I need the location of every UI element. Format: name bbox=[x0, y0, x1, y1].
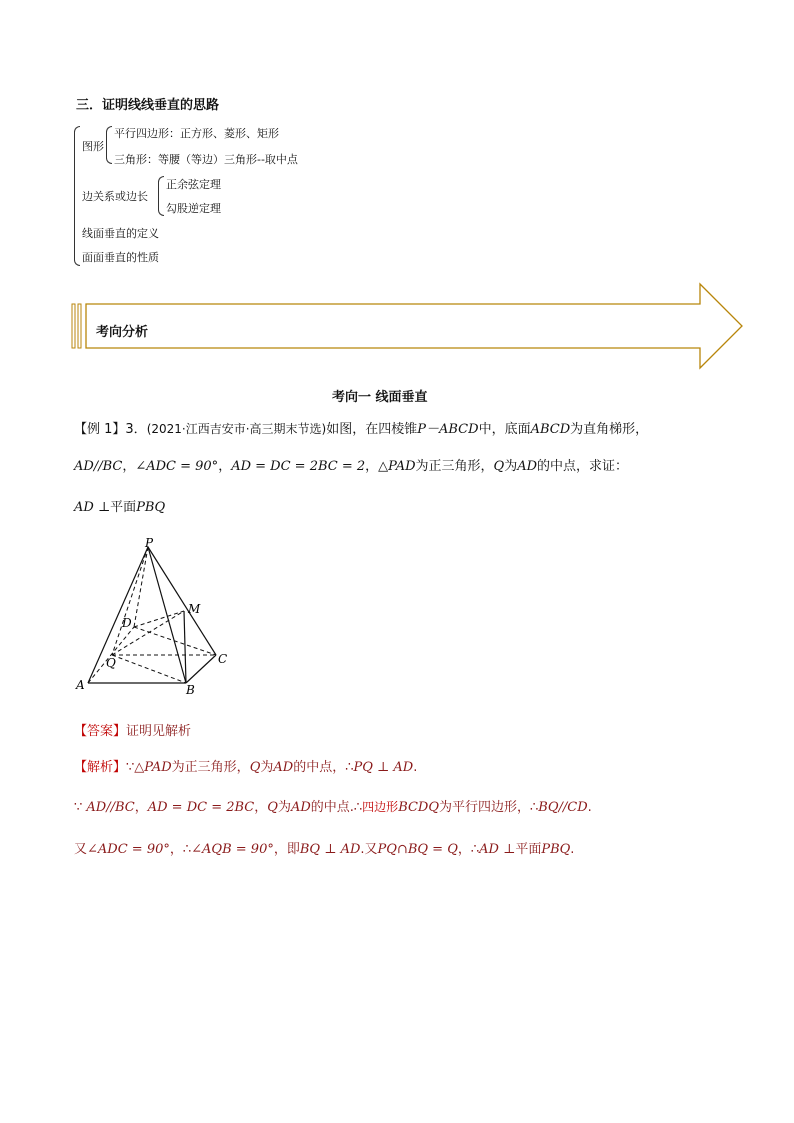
a1g: 的中点，∴ bbox=[293, 760, 354, 775]
edge-PC bbox=[148, 547, 216, 655]
a3k: 平面 bbox=[515, 842, 542, 857]
label-P: P bbox=[145, 536, 154, 550]
section-title: 三．证明线线垂直的思路 bbox=[76, 98, 220, 113]
a1h: PQ ⊥ AD bbox=[353, 760, 414, 775]
label-Q: Q bbox=[106, 656, 116, 670]
edge-DM bbox=[134, 611, 184, 627]
cond-triangle: △PAD bbox=[378, 459, 416, 474]
banner-label: 考向分析 bbox=[96, 325, 149, 340]
a2g: 为 bbox=[277, 800, 291, 815]
a2d: AD = DC = 2BC bbox=[147, 800, 255, 815]
a2h: AD bbox=[290, 800, 311, 815]
cond-q-text: 为 bbox=[504, 459, 518, 474]
a2j: 四边形 bbox=[362, 800, 399, 814]
banner-arrow bbox=[68, 280, 748, 372]
cond-end: 的中点，求证： bbox=[537, 459, 629, 474]
a2c: ， bbox=[134, 800, 148, 815]
label-M: M bbox=[188, 602, 201, 616]
label-D: D bbox=[122, 616, 132, 630]
tree-plane-plane-prop: 面面垂直的性质 bbox=[82, 251, 159, 264]
edge-PD bbox=[134, 547, 148, 627]
edge-PQ bbox=[112, 547, 148, 655]
tree-shape-label: 图形 bbox=[82, 140, 104, 153]
shape-brace bbox=[106, 126, 112, 164]
cond-q: Q bbox=[493, 459, 505, 474]
answer-line bbox=[74, 720, 191, 739]
a2m: BQ//CD bbox=[538, 800, 588, 815]
tree-cosine: 正余弦定理 bbox=[166, 178, 221, 191]
a2i: 的中点.∴ bbox=[310, 800, 363, 815]
outer-brace bbox=[74, 126, 80, 266]
a1a: ∵△ bbox=[126, 760, 145, 775]
a3m: . bbox=[570, 842, 575, 857]
example-number: 3． bbox=[125, 422, 147, 437]
a1f: AD bbox=[273, 760, 294, 775]
analysis-tag: 【解析】 bbox=[74, 760, 127, 775]
cond-triangle-text: 为正三角形， bbox=[415, 459, 494, 474]
edge-QB bbox=[112, 655, 186, 683]
a2f: Q bbox=[267, 800, 278, 815]
edge-MB bbox=[184, 611, 186, 683]
cond-parallel: AD//BC bbox=[74, 459, 123, 474]
a3e: ，即 bbox=[273, 842, 300, 857]
a2e: ， bbox=[254, 800, 268, 815]
a2a: ∵ bbox=[74, 800, 87, 815]
edge-PA bbox=[88, 547, 148, 683]
example-tag: 【例 1】 bbox=[74, 422, 126, 437]
a2b: AD//BC bbox=[86, 800, 135, 815]
a3i: ，∴ bbox=[457, 842, 480, 857]
analysis-line-3 bbox=[74, 838, 574, 857]
goal-pbq: PBQ bbox=[136, 500, 166, 515]
a3f: BQ ⊥ AD bbox=[299, 842, 361, 857]
label-C: C bbox=[218, 652, 228, 666]
goal-plane: 平面 bbox=[110, 500, 137, 515]
a3b: ∠ADC = 90° bbox=[87, 842, 170, 857]
edge-PB bbox=[148, 547, 186, 683]
example-pyramid: P－ABCD bbox=[417, 422, 479, 437]
a2n: . bbox=[587, 800, 592, 815]
example-goal bbox=[74, 496, 165, 515]
label-A: A bbox=[76, 678, 85, 692]
cond-lengths: AD = DC = 2BC = 2 bbox=[231, 459, 366, 474]
a1b: PAD bbox=[144, 760, 172, 775]
a3h: PQ∩BQ = Q bbox=[377, 842, 458, 857]
example-end1: 为直角梯形， bbox=[570, 422, 649, 437]
edge-BC bbox=[186, 655, 216, 683]
a3d: ∠AQB = 90° bbox=[191, 842, 274, 857]
a1c: 为正三角形， bbox=[171, 760, 250, 775]
analysis-line-2 bbox=[74, 796, 592, 815]
example-mid: 中，底面 bbox=[478, 422, 531, 437]
a1d: Q bbox=[249, 760, 261, 775]
a1i: . bbox=[413, 760, 418, 775]
a3c: ，∴ bbox=[169, 842, 192, 857]
example-source: (2021·江西吉安市·高三期末节选) bbox=[146, 422, 327, 436]
label-B: B bbox=[186, 683, 195, 695]
side-brace bbox=[158, 176, 164, 216]
a2l: 为平行四边形，∴ bbox=[439, 800, 539, 815]
tree-line-plane-def: 线面垂直的定义 bbox=[82, 227, 159, 240]
example-line-1 bbox=[74, 418, 648, 437]
tree-triangle: 三角形：等腰（等边）三角形--取中点 bbox=[114, 153, 298, 166]
a2k: BCDQ bbox=[398, 800, 440, 815]
answer-tag: 【答案】 bbox=[74, 724, 127, 739]
cond-angle: ∠ADC = 90° bbox=[135, 459, 219, 474]
sep2: ， bbox=[218, 459, 232, 474]
edge-DC bbox=[134, 627, 216, 655]
pyramid-figure bbox=[70, 535, 240, 695]
tree-side-label: 边关系或边长 bbox=[82, 190, 148, 203]
goal-ad: AD ⊥ bbox=[74, 500, 111, 515]
tree-parallelogram: 平行四边形：正方形、菱形、矩形 bbox=[114, 127, 279, 140]
example-line-2 bbox=[74, 455, 628, 474]
analysis-line-1 bbox=[74, 756, 417, 775]
example-text: 如图，在四棱锥 bbox=[326, 422, 418, 437]
example-base: ABCD bbox=[530, 422, 571, 437]
a3l: PBQ bbox=[541, 842, 571, 857]
a3a: 又 bbox=[74, 842, 88, 857]
cond-ad: AD bbox=[517, 459, 538, 474]
a3g: .又 bbox=[360, 842, 378, 857]
a3j: AD ⊥ bbox=[479, 842, 516, 857]
a1e: 为 bbox=[260, 760, 274, 775]
answer-text: 证明见解析 bbox=[126, 724, 192, 739]
subheading: 考向一 线面垂直 bbox=[332, 390, 428, 405]
sep1: ， bbox=[122, 459, 136, 474]
tree-pythagoras: 勾股逆定理 bbox=[166, 202, 221, 215]
sep3: ， bbox=[365, 459, 379, 474]
